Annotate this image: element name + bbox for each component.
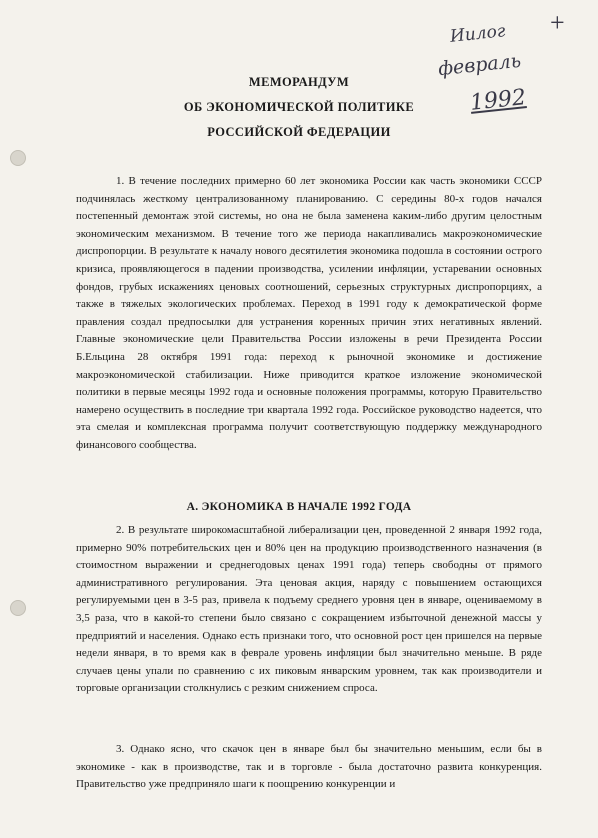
- paragraph-3: [76, 741, 542, 794]
- title-line: МЕМОРАНДУМ: [248, 75, 350, 89]
- punch-hole: [10, 150, 26, 166]
- paragraph-1: [76, 173, 542, 455]
- title-line: РОССИЙСКОЙ ФЕДЕРАЦИИ: [207, 125, 391, 139]
- document-title: [0, 70, 598, 145]
- paragraph-text: 1. В течение последних примерно 60 лет экономика России как часть экономики СССР подчинялась жесткому централизованному планированию. С середины 80-х годов начался постепенный демонтаж этой системы, но она не была заменена каким-либо другим целостным экономическим механизмом. В течение того же периода накапливались макроэкономические диспропорции. В результате к началу нового десятилетия экономика подошла в состоянии острого кризиса, проявляющегося в падении производства, усилении инфляции, устаревании основных фондов, грубых искажениях ценовых соотношений, серьезных структурных диспропорциях, а также в тяжелых экологических проблемах. Переход в 1991 году к демократической форме правления создал предпосылки для устранения коренных причин этих негативных явлений. Главные экономические цели Правительства России изложены в речи Президента России Б.Ельцина 28 октября 1991 года: переход к рыночной экономике и достижение макроэкономической стабилизации. Ниже приводится краткое изложение экономической политики в первые месяцы 1992 года и основные положения программы, которую Правительство намерено осуществить в последние три квартала 1992 года. Российское руководство надеется, что эта смелая и комплексная программа получит соответствующую поддержку международного финансового сообщества.: [76, 175, 542, 451]
- paragraph-text: 2. В результате широкомасштабной либерализации цен, проведенной 2 января 1992 года, примерно 90% потребительских цен и 80% цен на продукцию производственного назначения (в стоимостном выражении и среднегодовых ценах 1991 года) теперь свободны от прямого административного регулирования. Эта ценовая акция, наряду с повышением остающихся регулируемыми цен в 3-5 раз, привела к подъему среднего уровня цен в январе, оцениваемому в 3,5 раза, что в какой-то степени было связано с сокращением избыточной денежной массы у предприятий и населения. Однако есть признаки того, что основной рост цен пришелся на первые недели января, в то время как в феврале уровень инфляции был значительно меньше. В ряде случаев цены упали по сравнению с их пиковым январским уровнем, так как производители и торговые организации столкнулись с резким снижением спроса.: [76, 524, 542, 695]
- handwritten-note-line: февраль: [437, 49, 523, 81]
- section-heading: А. ЭКОНОМИКА В НАЧАЛЕ 1992 ГОДА: [186, 501, 412, 513]
- paragraph-text: 3. Однако ясно, что скачок цен в январе был бы значительно меньшим, если бы в экономике - как в производстве, так и в торговле - была достаточно развита конкуренция. Правительство уже предприняло шаги к поощрению конкуренции и: [76, 743, 542, 791]
- paragraph-2: [76, 522, 542, 698]
- handwritten-note-line: Иилог: [449, 21, 507, 47]
- punch-hole: [10, 600, 26, 616]
- handwritten-note-year: 1992: [468, 85, 528, 116]
- title-line: ОБ ЭКОНОМИЧЕСКОЙ ПОЛИТИКЕ: [183, 100, 415, 114]
- handwritten-mark: +: [550, 8, 565, 37]
